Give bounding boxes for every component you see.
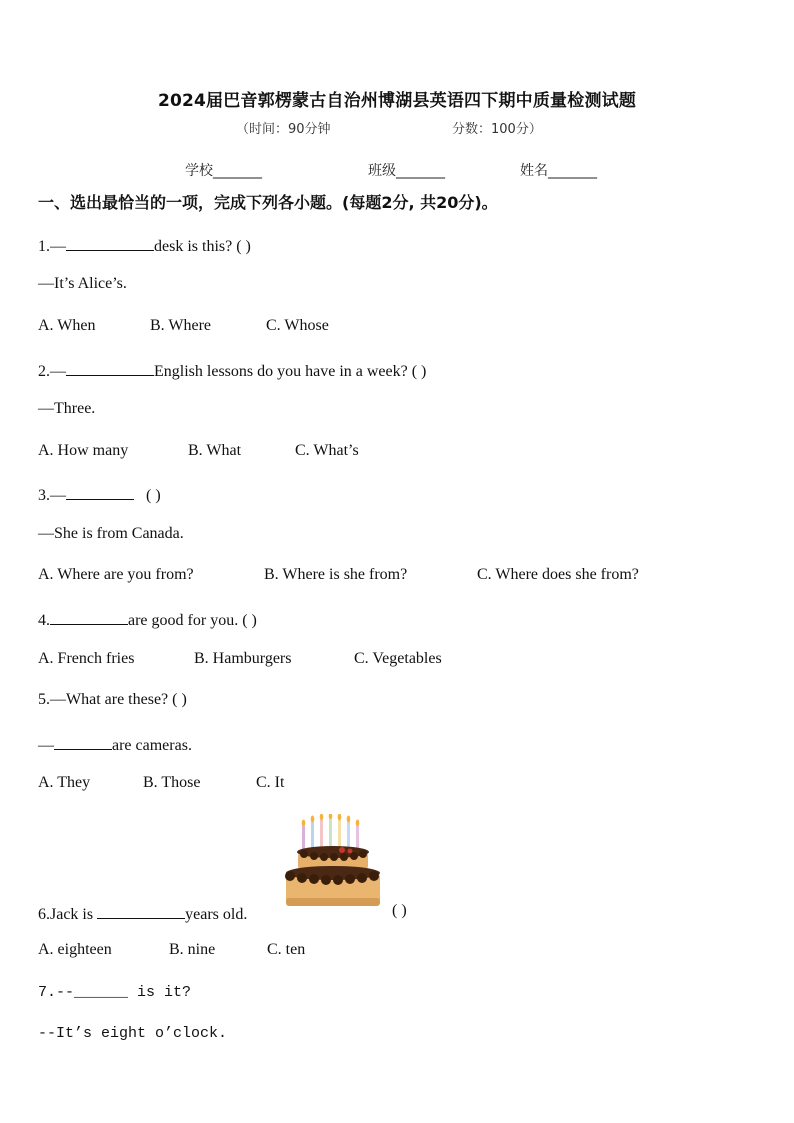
class-field: 班级_______ xyxy=(368,163,445,179)
question-6-text: years old. xyxy=(185,906,248,923)
option-c: C. What’s xyxy=(295,442,359,459)
question-3-answer: —She is from Canada. xyxy=(38,525,184,542)
name-field: 姓名_______ xyxy=(520,163,597,179)
question-6-paren: ( ) xyxy=(392,902,407,919)
option-c: C. Where does she from? xyxy=(477,566,639,583)
question-4-text: are good for you. ( ) xyxy=(128,612,257,629)
question-4-number: 4. xyxy=(38,612,50,629)
question-5-answer xyxy=(38,733,192,755)
option-a: A. Where are you from? xyxy=(38,566,194,583)
question-1-number: 1.— xyxy=(38,238,66,255)
answer-blank xyxy=(54,733,112,750)
school-field: 学校_______ xyxy=(185,163,262,179)
option-c: C. Whose xyxy=(266,317,329,334)
question-7-answer: --It’s eight o’clock. xyxy=(38,1025,228,1042)
question-1-stem xyxy=(38,234,251,256)
answer-blank xyxy=(66,234,154,251)
answer-blank xyxy=(97,902,185,919)
question-7-stem: 7.--______ is it? xyxy=(38,984,192,1001)
option-b: B. What xyxy=(188,442,242,459)
option-b: B. Hamburgers xyxy=(194,650,292,667)
option-c: C. It xyxy=(256,774,285,791)
option-a: A. When xyxy=(38,317,96,334)
question-2-number: 2.— xyxy=(38,363,66,380)
dash: — xyxy=(38,737,54,754)
question-3-paren: ( ) xyxy=(146,487,161,504)
question-3-stem xyxy=(38,483,161,505)
option-b: B. Where is she from? xyxy=(264,566,408,583)
time-limit: （时间：90分钟 xyxy=(236,122,331,137)
cake-illustration xyxy=(284,814,384,910)
question-3-number: 3.— xyxy=(38,487,66,504)
section-heading: 一、选出最恰当的一项，完成下列各小题。(每题2分, 共20分)。 xyxy=(38,193,498,212)
option-a: A. They xyxy=(38,774,91,791)
option-c: C. Vegetables xyxy=(354,650,442,667)
answer-blank xyxy=(66,359,154,376)
option-a: A. How many xyxy=(38,442,129,459)
option-c: C. ten xyxy=(267,941,306,958)
option-b: B. nine xyxy=(169,941,216,958)
question-2-stem xyxy=(38,359,426,381)
question-6-number: 6.Jack is xyxy=(38,906,98,923)
question-4-stem xyxy=(38,608,257,630)
question-1-text: desk is this? ( ) xyxy=(154,238,251,255)
question-2-answer: —Three. xyxy=(38,400,96,417)
question-2-text: English lessons do you have in a week? ( ) xyxy=(154,363,427,380)
question-6-stem xyxy=(38,902,247,924)
total-score: 分数：100分） xyxy=(452,122,542,137)
option-b: B. Where xyxy=(150,317,212,334)
answer-blank xyxy=(50,608,128,625)
birthday-cake-image xyxy=(284,814,384,910)
question-5-stem: 5.—What are these? ( ) xyxy=(38,691,187,708)
question-1-answer: —It’s Alice’s. xyxy=(38,275,127,292)
question-5-answer-text: are cameras. xyxy=(112,737,192,754)
option-a: A. eighteen xyxy=(38,941,112,958)
option-a: A. French fries xyxy=(38,650,135,667)
answer-blank xyxy=(66,483,134,500)
option-b: B. Those xyxy=(143,774,201,791)
page-title: 2024届巴音郭楞蒙古自治州博湖县英语四下期中质量检测试题 xyxy=(157,91,637,111)
